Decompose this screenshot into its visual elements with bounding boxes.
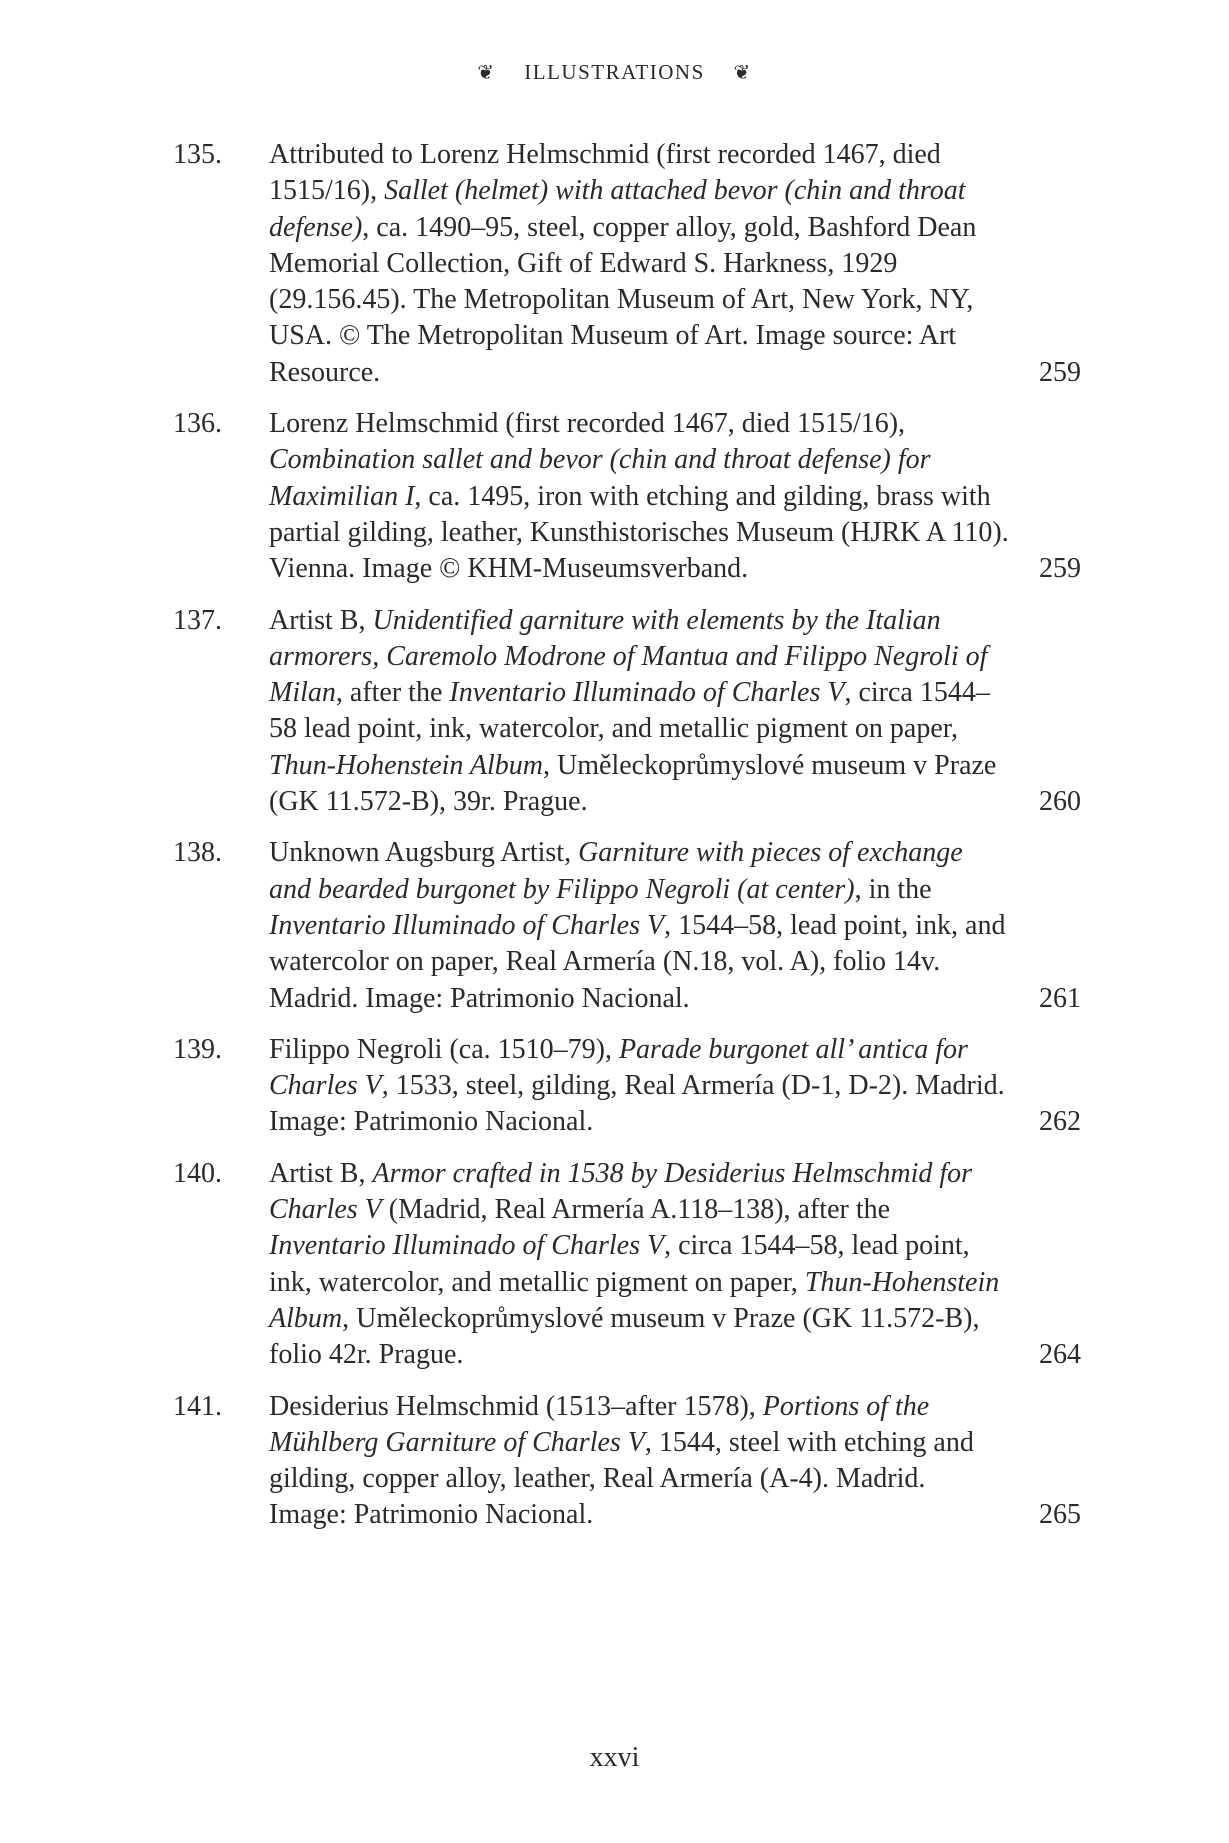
left-ornament-icon: ❦ bbox=[477, 62, 496, 84]
caption-title-italic: Portions of the Mühlberg Garniture of Charles V bbox=[269, 1390, 930, 1458]
caption-text: Lorenz Helmschmid (first recorded 1467, died 1515/16), bbox=[269, 408, 906, 440]
caption-title-italic: Thun-Hohenstein Album bbox=[269, 1266, 1000, 1334]
list-item bbox=[173, 603, 1081, 821]
entry-caption bbox=[269, 1156, 1009, 1374]
caption-text: , 1544, steel with etching and gilding, copper alloy, leather, Real Armería (A-4). Madrid. Image: Patrimonio Nacional. bbox=[269, 1426, 974, 1531]
running-head-title: ILLUSTRATIONS bbox=[524, 60, 705, 84]
entry-caption bbox=[269, 406, 1009, 587]
caption-text: , Uměleckoprůmyslové museum v Praze (GK 11.572-B), 39r. Prague. bbox=[269, 749, 997, 818]
caption-text: (Madrid, Real Armería A.118–138), after the bbox=[381, 1194, 891, 1226]
entry-page-number: 264 bbox=[1039, 1339, 1081, 1371]
entry-number: 139. bbox=[173, 1033, 222, 1065]
entry-number: 140. bbox=[173, 1157, 222, 1189]
running-head bbox=[0, 60, 1229, 85]
entry-number: 135. bbox=[173, 139, 222, 170]
entry-number: 138. bbox=[173, 837, 222, 869]
list-item bbox=[173, 835, 1081, 1016]
list-item bbox=[173, 406, 1081, 587]
caption-text: , Uměleckoprůmyslové museum v Praze (GK 11.572-B), folio 42r. Prague. bbox=[269, 1302, 980, 1371]
page-folio: xxvi bbox=[589, 1742, 640, 1773]
entry-number: 141. bbox=[173, 1390, 222, 1422]
caption-title-italic: Inventario Illuminado of Charles V bbox=[269, 1230, 665, 1262]
caption-text: Desiderius Helmschmid (1513–after 1578), bbox=[269, 1390, 763, 1422]
caption-title-italic: Combination sallet and bevor (chin and throat defense) for Maximilian I bbox=[269, 444, 931, 512]
illustration-list bbox=[173, 137, 1081, 1549]
caption-text: , circa 1544–58, lead point, ink, watercolor, and metallic pigment on paper, bbox=[269, 1230, 970, 1298]
caption-text: , circa 1544–58 lead point, ink, watercolor, and metallic pigment on paper, bbox=[269, 677, 990, 745]
entry-caption bbox=[269, 137, 1009, 391]
caption-text: , ca. 1490–95, steel, copper alloy, gold, Bashford Dean Memorial Collection, Gift of Edward S. Harkness, 1929 (29.156.45). The Metropolitan Museum of Art, New York, NY, USA. © The Metropolitan Museum of Art. Image source: Art Resource. bbox=[269, 211, 977, 388]
caption-text: , 1544–58, lead point, ink, and watercolor on paper, Real Armería (N.18, vol. A), folio 14v. Madrid. Image: Patrimonio Nacional. bbox=[269, 909, 1006, 1014]
caption-text: Filippo Negroli (ca. 1510–79), bbox=[269, 1033, 619, 1065]
caption-text: , after the bbox=[335, 677, 450, 709]
caption-text: , 1533, steel, gilding, Real Armería (D-1, D-2). Madrid. Image: Patrimonio Nacional. bbox=[269, 1070, 1005, 1138]
caption-title-italic: Thun-Hohenstein Album bbox=[269, 749, 544, 781]
caption-text: , ca. 1495, iron with etching and gilding, brass with partial gilding, leather, Kunsthistorisches Museum (HJRK A 110). Vienna. Image © KHM-Museumsverband. bbox=[269, 480, 1009, 585]
caption-title-italic: Inventario Illuminado of Charles V bbox=[449, 677, 845, 709]
entry-page-number: 259 bbox=[1039, 553, 1081, 585]
caption-title-italic: Parade burgonet all’ antica for Charles V bbox=[269, 1033, 968, 1102]
caption-title-italic: Sallet (helmet) with attached bevor (chin and throat defense) bbox=[269, 175, 966, 243]
entry-caption bbox=[269, 603, 1009, 821]
entry-number: 136. bbox=[173, 408, 222, 440]
caption-title-italic: Armor crafted in 1538 by Desiderius Helmschmid for Charles V bbox=[269, 1157, 973, 1226]
caption-text: Unknown Augsburg Artist, bbox=[269, 837, 579, 869]
right-ornament-icon: ❦ bbox=[733, 62, 752, 84]
entry-page-number: 262 bbox=[1039, 1106, 1081, 1138]
entry-page-number: 259 bbox=[1039, 356, 1081, 388]
caption-title-italic: Garniture with pieces of exchange and bearded burgonet by Filippo Negroli (at center) bbox=[269, 837, 963, 905]
entry-page-number: 265 bbox=[1039, 1499, 1081, 1531]
entry-caption bbox=[269, 1389, 1009, 1534]
caption-title-italic: Inventario Illuminado of Charles V bbox=[269, 909, 665, 941]
entry-page-number: 260 bbox=[1039, 786, 1081, 818]
entry-number: 137. bbox=[173, 604, 222, 636]
caption-text: Artist B, bbox=[269, 1157, 373, 1189]
caption-title-italic: Unidentified garniture with elements by the Italian armorers, Caremolo Modrone of Mantua and Filippo Negroli of Milan bbox=[269, 604, 988, 709]
caption-text: , in the bbox=[854, 873, 932, 905]
entry-page-number: 261 bbox=[1039, 982, 1081, 1014]
entry-caption bbox=[269, 1032, 1009, 1141]
caption-text: Artist B, bbox=[269, 604, 373, 636]
list-item bbox=[173, 1156, 1081, 1374]
list-item bbox=[173, 1032, 1081, 1141]
list-item bbox=[173, 137, 1081, 391]
caption-text: Attributed to Lorenz Helmschmid (first recorded 1467, died 1515/16), bbox=[269, 139, 941, 207]
entry-caption bbox=[269, 835, 1009, 1016]
list-item bbox=[173, 1389, 1081, 1534]
